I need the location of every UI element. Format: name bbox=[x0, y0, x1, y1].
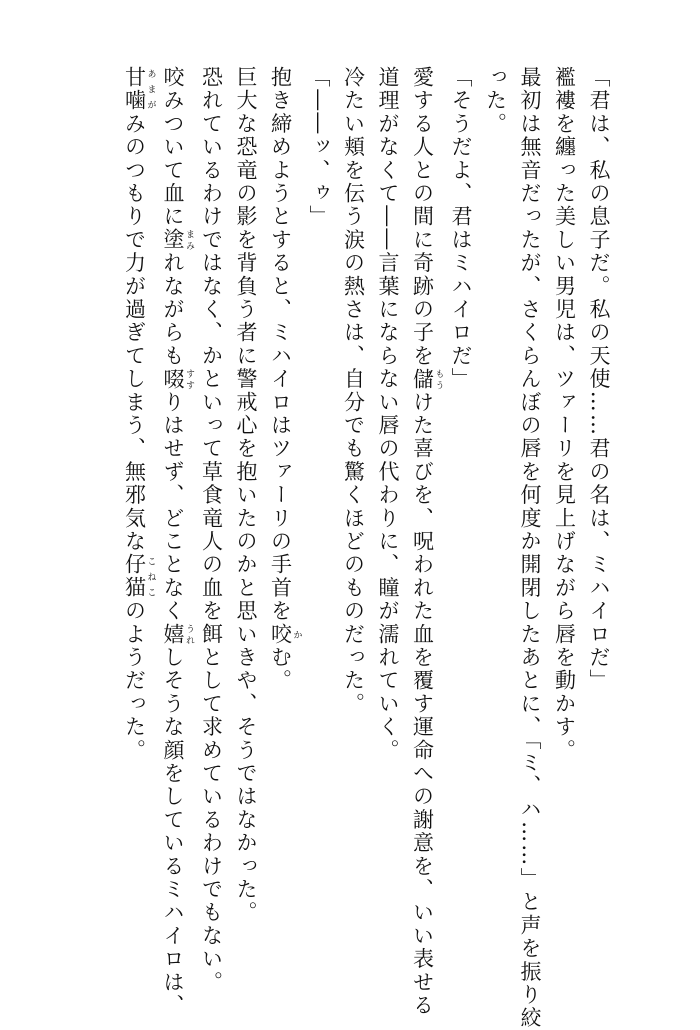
text-segment: けた喜びを、呪われた血を覆す運命への謝意を、いい表せる bbox=[410, 390, 435, 1018]
text-line-11: 巨大な恐竜の影を背負う者に警戒心を抱いたのかと思いきや、そうではなかった。 bbox=[234, 66, 258, 925]
ruby-susu: 啜 すす bbox=[161, 367, 194, 391]
text-segment: 抱き締めようとすると、ミハイロはツァーリの手首を bbox=[268, 66, 293, 623]
text-segment: 咬みついて血に bbox=[161, 66, 185, 229]
text-line-10 bbox=[263, 66, 302, 991]
ruby-ure: 嬉 うれ bbox=[161, 622, 194, 647]
text-segment: みのつもりで力が過ぎてしまう、無邪気な bbox=[122, 112, 147, 554]
text-line-5: 「そうだよ、君はミハイロだ」 bbox=[449, 66, 473, 391]
text-line-4: った。 bbox=[483, 66, 508, 136]
text-line-12: 恐れているわけではなく、かといって草食竜人の血を餌として求めているわけでもない。 bbox=[199, 66, 224, 994]
text-segment: 愛する人との間に奇跡の子を bbox=[410, 66, 435, 368]
text-segment: しそうな顔をしているミハイロは、 bbox=[161, 646, 185, 1018]
text-segment: りはせず、どことなく bbox=[161, 390, 185, 623]
ruby-mami: 塗 まみ bbox=[161, 228, 194, 252]
ruby-kamu: 咬 か bbox=[268, 622, 302, 647]
text-segment: れながらも bbox=[161, 251, 185, 368]
ruby-koneko: 仔猫 こねこ bbox=[122, 553, 156, 600]
text-segment: む。 bbox=[268, 646, 293, 693]
text-line-2: 襤褸を纏った美しい男児は、ツァーリを見上げながら唇を動かす。 bbox=[552, 66, 577, 762]
text-line-8: 冷たい頬を伝う涙の熱さは、自分でも驚くほどのものだった。 bbox=[341, 66, 366, 716]
text-line-14 bbox=[117, 66, 156, 991]
text-line-13 bbox=[156, 66, 195, 1018]
text-line-3: 最初は無音だったが、さくらんぼの唇を何度か開閉したあとに、「ミ、ハ……」と声を振り絞 bbox=[518, 66, 542, 1030]
text-line-7: 道理がなくて――言葉にならない唇の代わりに、瞳が濡れていく。 bbox=[376, 66, 400, 762]
ruby-amagami: 甘噛 あまが bbox=[122, 66, 156, 113]
ruby-mou: 儲 もう bbox=[410, 367, 444, 391]
text-line-9: 「――ッ、ゥ」 bbox=[307, 66, 331, 229]
vertical-text-page bbox=[117, 66, 616, 1030]
text-line-6 bbox=[405, 66, 444, 1018]
text-line-1: 「君は、私の息子だ。私の天使……君の名は、ミハイロだ」 bbox=[587, 66, 611, 693]
text-segment: のようだった。 bbox=[122, 599, 147, 763]
